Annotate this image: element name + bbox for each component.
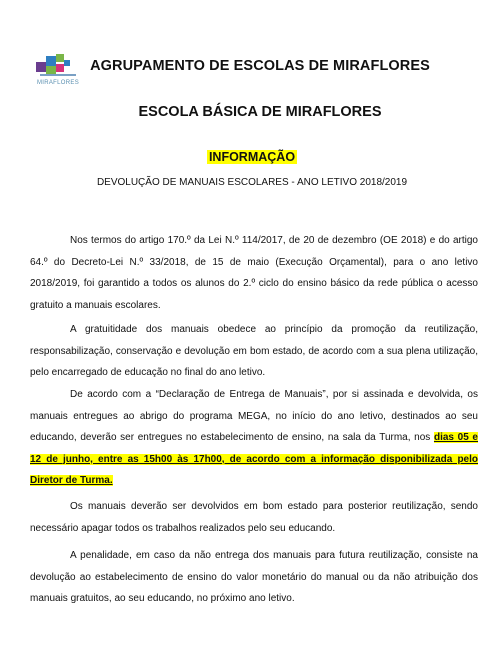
logo-caption: MIRAFLORES — [36, 80, 79, 86]
paragraph-return-instructions — [30, 384, 478, 492]
return-instructions-text: De acordo com a “Declaração de Entrega de Manuais”, por si assinada e devolvida, os manuais entregues ao abrigo do programa MEGA, no início do ano letivo, destinados ao seu educando, deverão ser entregues no estabelecimento de ensino, na sala da Turma, nos — [30, 389, 478, 443]
paragraph-legal-basis: Nos termos do artigo 170.º da Lei N.º 114/2017, de 20 de dezembro (OE 2018) e do artigo 64.º do Decreto-Lei N.º 33/2018, de 15 de maio (Execução Orçamental), para o ano letivo 2018/2019, foi garantido a todos os alunos do 2.º ciclo do ensino básico da rede pública o acesso gratuito a manuais escolares. — [30, 235, 478, 311]
school-name-title: ESCOLA BÁSICA DE MIRAFLORES — [138, 104, 382, 120]
document-label-text: INFORMAÇÃO — [208, 150, 296, 164]
paragraph-free-manuals: A gratuitidade dos manuais obedece ao princípio da promoção da reutilização, responsabilização, conservação e devolução em bom estado, de acordo com a sua plena utilização, pelo encarregado de educação no final do ano letivo. — [30, 324, 478, 378]
document-label — [0, 150, 504, 164]
document-subtitle: DEVOLUÇÃO DE MANUAIS ESCOLARES - ANO LETIVO 2018/2019 — [96, 177, 408, 188]
return-dates-highlight: dias 05 e 12 de junho, entre as 15h00 às 17h00, de acordo com a informação disponibilizada pelo Diretor de Turma. — [30, 432, 478, 486]
paragraph-condition: Os manuais deverão ser devolvidos em bom estado para posterior reutilização, sendo necessário apagar todos os trabalhos realizados pelo seu educando. — [30, 501, 478, 534]
school-group-title: AGRUPAMENTO DE ESCOLAS DE MIRAFLORES — [90, 58, 430, 74]
paragraph-penalty: A penalidade, em caso da não entrega dos manuais para futura reutilização, consiste na devolução ao estabelecimento de ensino do valor monetário do manual ou da não atribuição dos manuais gratuitos, ao seu educando, no próximo ano letivo. — [30, 550, 478, 604]
